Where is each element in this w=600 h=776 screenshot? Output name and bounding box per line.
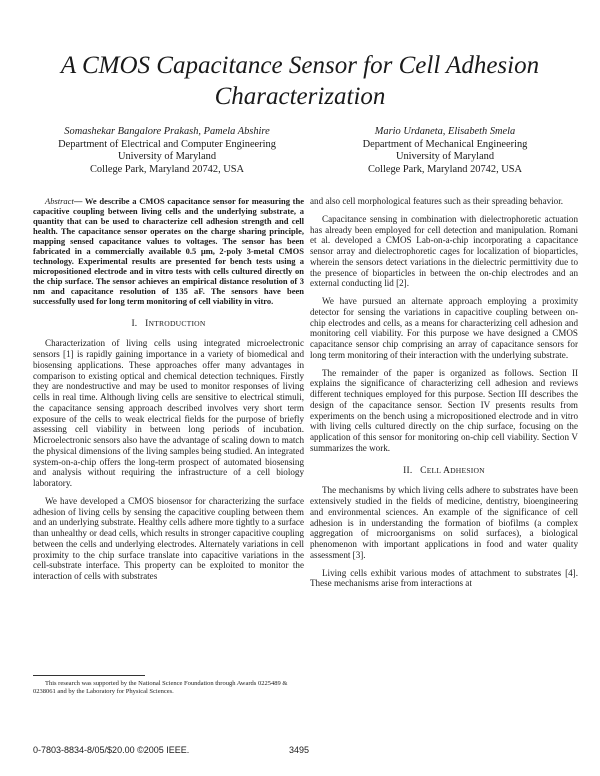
section-numeral: I. xyxy=(131,318,138,329)
heading-rest: DHESION xyxy=(450,465,485,475)
left-column xyxy=(33,196,304,589)
author-university: University of Maryland xyxy=(117,151,217,163)
author-address: College Park, Maryland 20742, USA xyxy=(89,163,245,175)
paragraph: Characterization of living cells using integrated microelectronic sensors [1] is rapidly gaining importance in a variety of biomedical and biosensing applications. These approaches offer many advantages in comparison to existing optical and chemical detection techniques. Firstly they are nondestructive and may be used to monitor responses of living cells in real time. Although living cells are sensitive to electrical stimuli, the capacitance sensing approach described involves very short term exposure of the cells to weak electrical fields for the purpose of briefly assessing cell viability in between long periods of incubation. Microelectronic sensors also have the advantage of scaling down to match the physical dimensions of the living samples being studied. An integrated system-on-a-chip offers the long-term prospect of automated biosensing and analysis without requiring the infrastructure of a cell biology laboratory. xyxy=(33,338,304,489)
paragraph: Capacitance sensing in combination with dielectrophoretic actuation has already been employed for cell detection and manipulation. Romani et al. developed a CMOS Lab-on-a-chip incorporating a capacitance sensor array and dielectrophoretic cages for localization of bioparticles, wherein the sensors detect variations in the dielectric permittivity due to the presence of bioparticles in between the on-chip electrodes and an external conducting lid [2]. xyxy=(310,213,578,289)
heading-rest: NTRODUCTION xyxy=(148,318,206,328)
section-heading-introduction xyxy=(33,319,304,330)
footnote: This research was supported by the National Science Foundation through Awards 0225489 & 0238061 and by the Laboratory for Physical Sciences. xyxy=(33,680,288,695)
heading-initial: I xyxy=(145,318,149,329)
heading-initial-2: A xyxy=(443,465,451,476)
footnote-rule xyxy=(33,675,145,676)
author-department: Department of Electrical and Computer Engineering xyxy=(58,138,276,150)
heading-mid: ELL xyxy=(426,465,444,475)
page-number: 3495 xyxy=(289,745,310,755)
right-column xyxy=(310,196,578,596)
author-block-left xyxy=(22,126,312,176)
author-address: College Park, Maryland 20742, USA xyxy=(367,163,523,175)
title-line-1: A CMOS Capacitance Sensor for Cell Adhesion xyxy=(60,52,540,79)
copyright-notice: 0-7803-8834-8/05/$20.00 ©2005 IEEE. xyxy=(33,745,190,755)
section-numeral: II. xyxy=(403,465,413,476)
abstract-text: We describe a CMOS capacitance sensor for measuring the capacitive coupling between living cells and the underlying substrate, a quantity that can be used to characterize cell adhesion strength and cell health. The capacitance sensor operates on the charge sharing principle, mapping sensed capacitance values to voltages. The sensor has been fabricated in a commercially available 0.5 µm, 2-poly 3-metal CMOS technology. Experimental results are presented for bench tests using a micropositioned electrode and in vitro tests with cells cultured directly on the chip surface. The sensor achieves an empirical distance resolution of 3 nm and capacitance resolution of 135 aF. The sensors have been successfully used for long term monitoring of cell viability in vitro. xyxy=(33,196,304,307)
author-names: Somashekar Bangalore Prakash, Pamela Abshire xyxy=(64,126,270,137)
abstract-dash: — xyxy=(73,196,85,206)
paragraph: The mechanisms by which living cells adhere to substrates have been extensively studied in the fields of medicine, dentistry, bioengineering and environmental sciences. An example of the significance of cell adhesion is in understanding the formation of biofilms (a complex aggregation of microorganisms on solid surfaces), a biological phenomenon with important applications in food and water quality assessment [3]. xyxy=(310,485,578,560)
paper-title xyxy=(0,50,600,112)
abstract xyxy=(33,196,304,307)
heading-initial: C xyxy=(420,465,427,476)
paragraph: We have developed a CMOS biosensor for characterizing the surface adhesion of living cells by sensing the capacitive coupling between them and an underlying substrate. Healthy cells adhere more tightly to a surface than unhealthy or dead cells, which results in stronger capacitive coupling between the cells and underlying electrodes. Alternately variations in cell proximity to the chip surface translate into capacitive variations in the cell-substrate interface. This property can be exploited to monitor the interaction of cells with substrates xyxy=(33,495,304,582)
author-names: Mario Urdaneta, Elisabeth Smela xyxy=(374,126,516,137)
author-block-right xyxy=(325,126,565,176)
abstract-label: Abstract xyxy=(45,196,74,206)
paragraph: The remainder of the paper is organized as follows. Section II explains the significance of characterizing cell adhesion and reviews different techniques employed for this purpose. Section III describes the design of the capacitance sensor. Section IV presents results from experiments on the bench using a micropositioned electrode and in vitro with living cells cultured directly on the chip surface, focusing on the application of this sensor for monitoring on-chip cell viability. Section V summarizes the work. xyxy=(310,367,578,453)
author-department: Department of Mechanical Engineering xyxy=(362,138,528,150)
section-heading-cell-adhesion xyxy=(310,466,578,477)
paragraph: We have pursued an alternate approach employing a proximity detector for sensing the variations in capacitive coupling between on-chip electrodes and cells, as a means for characterizing cell adhesion and monitoring cell viability. For this purpose we have designed a CMOS capacitance sensor chip comprising an array of capacitance sensors for long term monitoring of their interaction with the underlying substrate. xyxy=(310,296,578,360)
title-line-2: Characterization xyxy=(214,83,386,110)
author-university: University of Maryland xyxy=(395,151,495,163)
paragraph-continuation: and also cell morphological features such as their spreading behavior. xyxy=(310,196,564,206)
paragraph: Living cells exhibit various modes of attachment to substrates [4]. These mechanisms arise from interactions at xyxy=(310,567,578,589)
